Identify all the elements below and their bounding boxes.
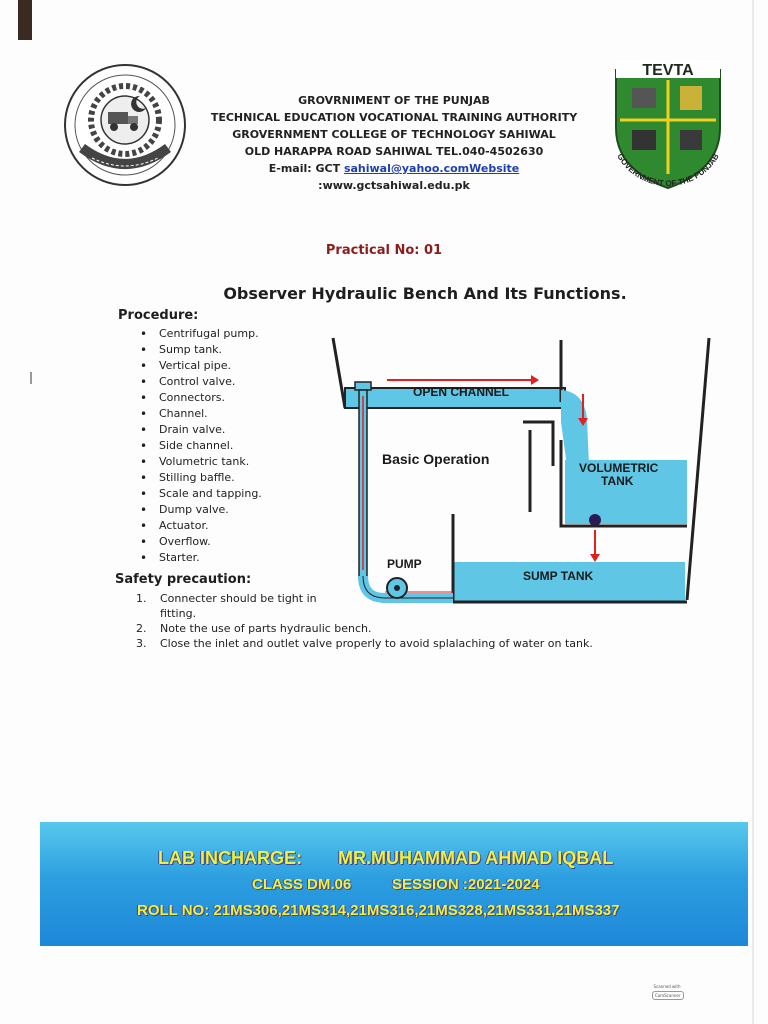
procedure-item: • Overflow. [140,534,262,550]
institution-header [194,92,594,194]
class-text: CLASS DM.06 [252,876,352,893]
procedure-item: • Scale and tapping. [140,486,262,502]
procedure-heading: Procedure: [118,308,199,323]
procedure-item: • Drain valve. [140,422,262,438]
camscanner-logo: CamScanner [652,991,684,1000]
procedure-item: • Control valve. [140,374,262,390]
tevta-logo [598,58,738,198]
session-text: SESSION :2021-2024 [392,876,540,893]
hydraulic-bench-diagram [325,330,715,610]
procedure-item: • Dump valve. [140,502,262,518]
email-prefix: E-mail: GCT [268,162,344,175]
volumetric-label-line-1: VOLUMETRIC [579,461,659,475]
procedure-item: • Starter. [140,550,262,566]
machine-icon [632,130,656,150]
camscanner-watermark: Scanned with CamScanner [652,984,682,1014]
right-wall [687,338,709,600]
procedure-item: • Stilling baffle. [140,470,262,486]
header-line-1: GROVRNIMENT OF THE PUNJAB [298,94,490,107]
dump-arrow-head [590,554,600,562]
practical-number: Practical No: 01 [325,243,443,258]
dump-valve [589,514,601,526]
wheat-icon [680,86,702,110]
page-edge-shadow [752,0,754,1024]
procedure-item: • Connectors. [140,390,262,406]
email-link[interactable]: sahiwal@yahoo.comWebsite [343,162,520,175]
safety-item: 3. Close the inlet and outlet valve properly to avoid splalaching of water on tank. [136,637,593,650]
computer-icon [632,88,656,108]
college-seal-logo [62,62,188,188]
footer-banner [40,822,748,946]
procedure-item: • Volumetric tank. [140,454,262,470]
tevta-motto: GOVERNMENT OF THE PUNJAB [615,152,721,189]
safety-item: 1. Connecter should be tight in fitting. [136,592,317,620]
roll-numbers: ROLL NO: 21MS306,21MS314,21MS316,21MS328,21MS331,21MS337 [137,902,620,919]
practical-title: Observer Hydraulic Bench And Its Functions. [223,284,627,303]
lab-incharge-name: MR.MUHAMMAD AHMAD IQBAL [338,848,614,868]
sump-tank-label: SUMP TANK [523,569,594,583]
tool-icon [680,130,702,150]
pump-label: PUMP [387,557,422,571]
channel-flow-arrow-head [531,375,539,385]
left-wall [333,338,345,408]
open-channel-label: OPEN CHANNEL [413,385,510,399]
header-contact-line [194,160,594,194]
lab-incharge-label: LAB INCHARGE: [158,848,302,868]
procedure-item: • Actuator. [140,518,262,534]
header-line-3: GROVERNMENT COLLEGE OF TECHNOLOGY SAHIWAL [232,128,556,141]
procedure-item: • Side channel. [140,438,262,454]
margin-tick-mark [30,372,32,384]
tevta-name: TEVTA [642,62,694,79]
header-line-4: OLD HARAPPA ROAD SAHIWAL TEL.040-4502630 [244,145,544,158]
procedure-item: • Channel. [140,406,262,422]
header-line-2: TECHNICAL EDUCATION VOCATIONAL TRAINING AUTHORITY [210,111,578,124]
basic-operation-label: Basic Operation [382,451,490,467]
procedure-item: • Sump tank. [140,342,262,358]
volumetric-label-line-2: TANK [601,474,634,488]
procedure-list [140,326,262,566]
baffle-wall [523,422,553,466]
pipe-outlet [355,382,371,390]
safety-list [136,591,593,651]
safety-heading: Safety precaution: [115,572,252,587]
procedure-item: • Centrifugal pump. [140,326,262,342]
procedure-item: • Vertical pipe. [140,358,262,374]
website-text: :www.gctsahiwal.edu.pk [318,179,470,192]
scan-edge-mark [18,0,32,40]
safety-item: 2. Note the use of parts hydraulic bench. [136,622,372,635]
